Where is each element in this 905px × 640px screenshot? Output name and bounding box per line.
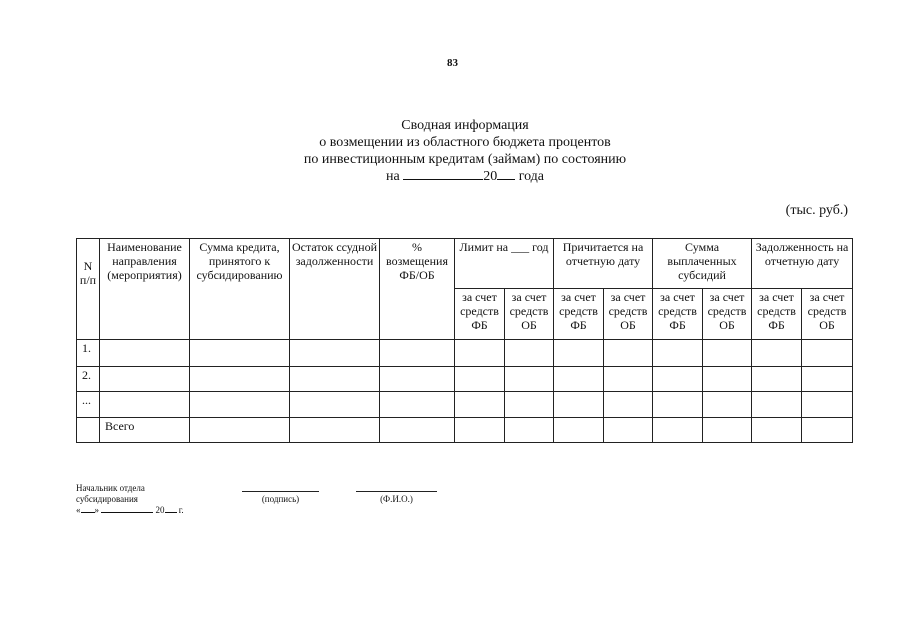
table-cell [290, 340, 380, 367]
table-cell [554, 367, 604, 392]
row-number: 2. [77, 367, 100, 392]
table-cell [380, 392, 455, 418]
title-line-1: Сводная информация [401, 118, 529, 133]
table-cell [554, 418, 604, 443]
signature-date [76, 505, 184, 516]
table-cell [752, 340, 802, 367]
table-cell [190, 367, 290, 392]
fio-line [356, 491, 437, 492]
table-row [77, 340, 853, 367]
subheader-paid-fb: за счет средств ФБ [653, 289, 703, 340]
document-title [0, 117, 905, 185]
title-line-2: о возмещении из областного бюджета процентов [319, 135, 611, 150]
subheader-limit-ob: за счет средств ОБ [505, 289, 554, 340]
table-cell [554, 392, 604, 418]
title-date-suffix: года [518, 169, 545, 184]
table-cell [190, 392, 290, 418]
title-line-4 [0, 168, 905, 185]
title-year-blank [497, 179, 515, 180]
summary-table [76, 238, 853, 443]
fio-caption: (Ф.И.О.) [380, 494, 413, 504]
subheader-debt-ob: за счет средств ОБ [802, 289, 853, 340]
table-cell [455, 367, 505, 392]
table-cell [653, 392, 703, 418]
subheader-paid-ob: за счет средств ОБ [703, 289, 752, 340]
header-debt: Задолженность на отчетную дату [752, 239, 853, 289]
header-due: Причитается на отчетную дату [554, 239, 653, 289]
row-number: 1. [77, 340, 100, 367]
date-year-blank [165, 512, 177, 513]
position-line-1: Начальник отдела [76, 483, 145, 493]
subheader-limit-fb: за счет средств ФБ [455, 289, 505, 340]
title-line-3: по инвестиционным кредитам (займам) по состоянию [303, 152, 627, 167]
table-cell [802, 340, 853, 367]
table-row-total [77, 418, 853, 443]
table-cell [505, 418, 554, 443]
table-cell [290, 418, 380, 443]
table-cell [653, 340, 703, 367]
table-cell [505, 340, 554, 367]
table-cell [604, 367, 653, 392]
header-percent: % возмещения ФБ/ОБ [380, 239, 455, 340]
title-date-year-prefix: 20 [483, 169, 498, 184]
subheader-debt-fb: за счет средств ФБ [752, 289, 802, 340]
subheader-due-ob: за счет средств ОБ [604, 289, 653, 340]
table-cell [752, 367, 802, 392]
subheader-due-fb: за счет средств ФБ [554, 289, 604, 340]
table-cell [604, 392, 653, 418]
table-cell [380, 418, 455, 443]
table-cell [190, 418, 290, 443]
table-cell [380, 367, 455, 392]
units-label: (тыс. руб.) [785, 203, 848, 218]
table-cell [752, 418, 802, 443]
table-cell [604, 418, 653, 443]
table-cell [653, 418, 703, 443]
header-paid: Сумма выплаченных субсидий [653, 239, 752, 289]
table-cell [703, 418, 752, 443]
page-number: 83 [447, 57, 458, 69]
table-cell [380, 340, 455, 367]
position-line-2: субсидирования [76, 494, 138, 504]
date-open-quote: « [76, 505, 81, 515]
table-cell [455, 340, 505, 367]
header-limit: Лимит на ___ год [455, 239, 554, 289]
table-cell [802, 418, 853, 443]
date-day-blank [81, 512, 95, 513]
table-cell [190, 340, 290, 367]
row-number [77, 418, 100, 443]
header-balance: Остаток ссудной задолженности [290, 239, 380, 340]
table-cell [505, 392, 554, 418]
table-cell [455, 392, 505, 418]
header-row-1 [77, 239, 853, 289]
table-cell [290, 367, 380, 392]
table-row [77, 392, 853, 418]
header-num: N п/п [77, 239, 100, 340]
header-name: Наименование направления (мероприятия) [100, 239, 190, 340]
title-date-blank [403, 179, 483, 180]
table-cell [604, 340, 653, 367]
date-month-blank [101, 512, 153, 513]
table-cell [505, 367, 554, 392]
table-cell [290, 392, 380, 418]
row-name [100, 367, 190, 392]
signature-line [242, 491, 319, 492]
position-label [76, 483, 184, 516]
date-close-quote: » [94, 505, 99, 515]
header-loan-sum: Сумма кредита, принятого к субсидированию [190, 239, 290, 340]
table-cell [802, 367, 853, 392]
title-date-prefix: на [385, 169, 400, 184]
row-name [100, 392, 190, 418]
table-cell [703, 392, 752, 418]
row-name [100, 340, 190, 367]
table-row [77, 367, 853, 392]
row-number: ... [77, 392, 100, 418]
table-cell [703, 340, 752, 367]
signature-caption: (подпись) [261, 494, 300, 504]
date-year-prefix: 20 [155, 505, 165, 515]
table-cell [554, 340, 604, 367]
table-cell [455, 418, 505, 443]
table-cell [752, 392, 802, 418]
table-cell [703, 367, 752, 392]
date-suffix: г. [178, 505, 184, 515]
total-label: Всего [100, 418, 190, 443]
table-cell [653, 367, 703, 392]
table-cell [802, 392, 853, 418]
